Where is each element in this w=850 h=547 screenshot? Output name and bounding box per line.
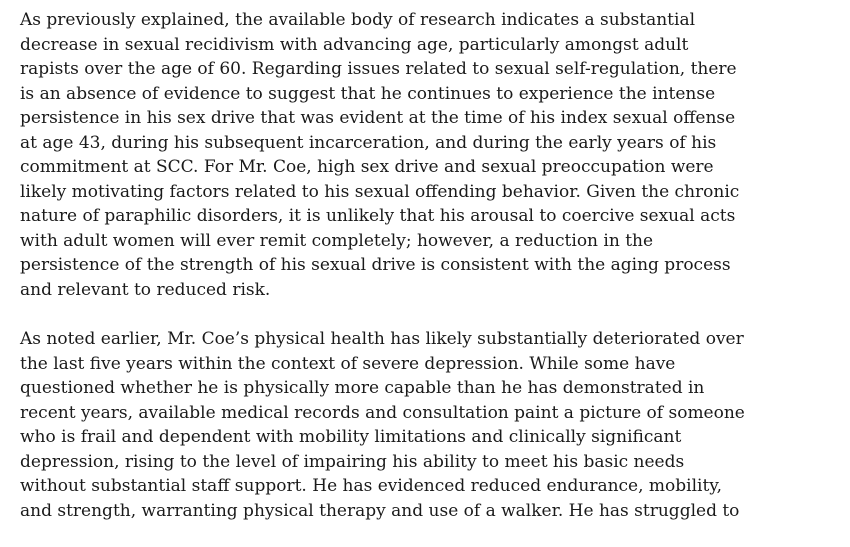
text-line: the last five years within the context of severe depression. While some have	[20, 353, 676, 374]
text-line: As previously explained, the available body of research indicates a substantial	[20, 10, 696, 30]
text-line: recent years, available medical records and consultation paint a picture of someone	[20, 402, 745, 423]
text-line: and relevant to reduced risk.	[20, 279, 271, 300]
text-line: As noted earlier, Mr. Coe’s physical health has likely substantially deteriorated over	[20, 329, 744, 349]
text-line: persistence in his sex drive that was evident at the time of his index sexual offense	[20, 108, 736, 128]
text-line: questioned whether he is physically more capable than he has demonstrated in	[20, 378, 705, 398]
text-line: without substantial staff support. He has evidenced reduced endurance, mobility,	[20, 476, 723, 496]
text-line: depression, rising to the level of impairing his ability to meet his basic needs	[20, 451, 685, 472]
text-line: decrease in sexual recidivism with advancing age, particularly amongst adult	[20, 34, 689, 55]
text-line: is an absence of evidence to suggest that he continues to experience the intense	[20, 83, 716, 104]
text-line: likely motivating factors related to his sexual offending behavior. Given the chronic	[20, 181, 740, 202]
paragraph-aging-and-risk	[20, 8, 739, 302]
text-line: with adult women will ever remit completely; however, a reduction in the	[20, 230, 654, 251]
text-line: persistence of the strength of his sexual drive is consistent with the aging process	[20, 255, 731, 275]
text-line: rapists over the age of 60. Regarding issues related to sexual self-regulation, there	[20, 59, 737, 79]
text-line: at age 43, during his subsequent incarceration, and during the early years of his	[20, 132, 717, 153]
text-line: nature of paraphilic disorders, it is unlikely that his arousal to coercive sexual acts	[20, 206, 736, 226]
paragraph-physical-health	[20, 327, 745, 523]
text-line: who is frail and dependent with mobility limitations and clinically significant	[20, 427, 682, 447]
text-line: commitment at SCC. For Mr. Coe, high sex drive and sexual preoccupation were	[20, 157, 714, 177]
text-line: and strength, warranting physical therapy and use of a walker. He has struggled to	[20, 500, 740, 521]
